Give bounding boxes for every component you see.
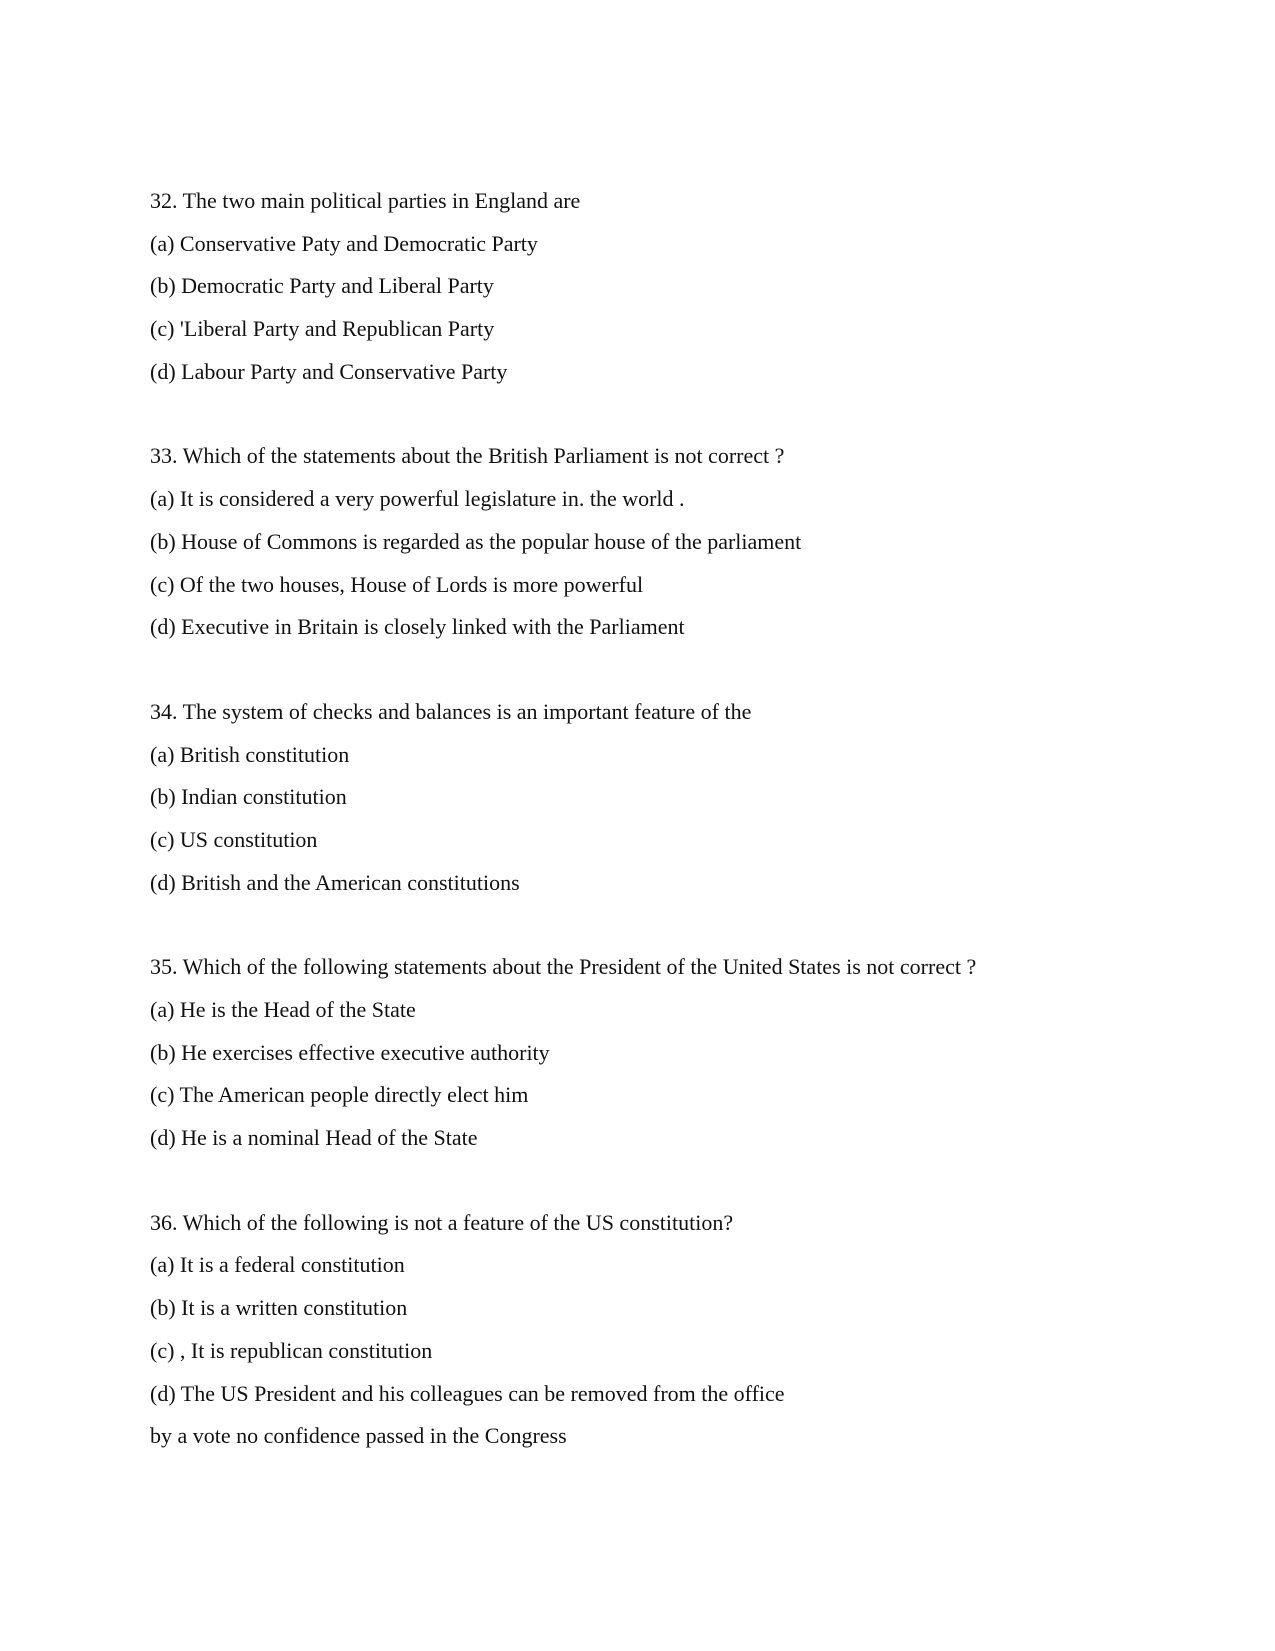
option-a: (a) He is the Head of the State <box>150 997 416 1022</box>
option-d: (d) He is a nominal Head of the State <box>150 1125 478 1151</box>
question-stem: 34. The system of checks and balances is an important feature of the <box>150 698 752 724</box>
option-b: (b) He exercises effective executive authority <box>150 1039 550 1065</box>
option-d: (d) The US President and his colleagues can be removed from the office <box>150 1380 785 1406</box>
option-d: (d) Executive in Britain is closely linked with the Parliament <box>150 614 685 640</box>
question-36 <box>150 1208 1230 1464</box>
option-c: (c) The American people directly elect him <box>150 1082 529 1108</box>
question-stem: 36. Which of the following is not a feature of the US constitution? <box>150 1209 734 1235</box>
option-d: (d) Labour Party and Conservative Party <box>150 358 508 384</box>
question-34 <box>150 697 1230 910</box>
option-d: (d) British and the American constitutions <box>150 869 520 895</box>
option-c: (c) , It is republican constitution <box>150 1337 433 1363</box>
question-list <box>150 186 1230 1506</box>
option-a: (a) It is a federal constitution <box>150 1252 405 1278</box>
question-stem: 35. Which of the following statements about the President of the United States is not correct ? <box>150 954 977 980</box>
option-c: (c) US constitution <box>150 826 318 852</box>
question-stem: 32. The two main political parties in England are <box>150 188 581 213</box>
option-a: (a) British constitution <box>150 741 350 767</box>
option-b: (b) It is a written constitution <box>150 1295 408 1321</box>
option-b: (b) Indian constitution <box>150 784 347 810</box>
option-a: (a) Conservative Paty and Democratic Party <box>150 230 538 256</box>
option-c: (c) 'Liberal Party and Republican Party <box>150 316 495 342</box>
option-d-continuation: by a vote no confidence passed in the Congress <box>150 1423 567 1449</box>
option-c: (c) Of the two houses, House of Lords is more powerful <box>150 571 644 597</box>
option-b: (b) Democratic Party and Liberal Party <box>150 273 494 299</box>
option-b: (b) House of Commons is regarded as the popular house of the parliament <box>150 528 802 554</box>
question-35 <box>150 952 1230 1165</box>
option-a: (a) It is considered a very powerful legislature in. the world . <box>150 486 685 512</box>
question-stem: 33. Which of the statements about the British Parliament is not correct ? <box>150 443 785 469</box>
question-33 <box>150 441 1230 654</box>
question-32 <box>150 186 1230 399</box>
